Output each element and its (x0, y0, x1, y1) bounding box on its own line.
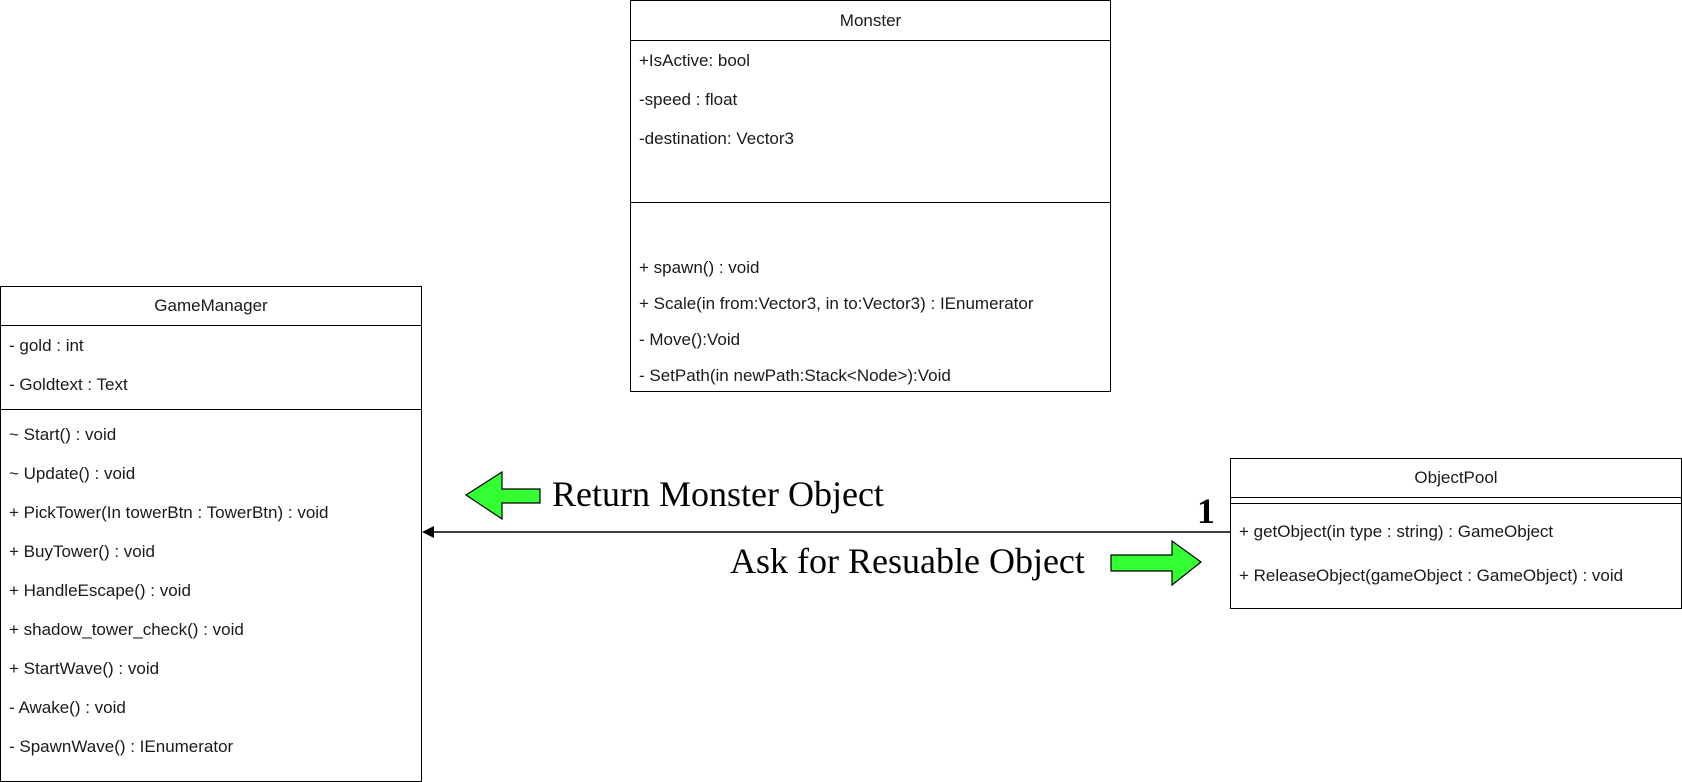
operation-row: ~ Update() : void (9, 464, 136, 483)
monster-class[interactable] (630, 0, 1111, 392)
operation-row: - SpawnWave() : IEnumerator (9, 737, 234, 756)
gamemanager-operations (1, 410, 421, 766)
monster-operations (631, 203, 1110, 394)
objectpool-operations (1231, 504, 1681, 600)
attribute-row: - Goldtext : Text (9, 375, 128, 394)
operation-row: - Move():Void (639, 330, 741, 349)
gamemanager-class[interactable] (0, 286, 422, 782)
operation-row: + spawn() : void (639, 258, 760, 277)
return-monster-label: Return Monster Object (552, 474, 884, 514)
ask-arrow-icon (1111, 541, 1201, 585)
operation-row: + StartWave() : void (9, 659, 160, 678)
operation-row: - Awake() : void (9, 698, 126, 717)
operation-row: + shadow_tower_check() : void (9, 620, 244, 639)
association-arrowhead (422, 526, 434, 538)
attribute-row: -speed : float (639, 90, 738, 109)
return-arrow-icon (466, 472, 540, 519)
operation-row: + BuyTower() : void (9, 542, 155, 561)
attribute-row: - gold : int (9, 336, 84, 355)
gamemanager-attributes (1, 326, 421, 410)
attribute-row: -destination: Vector3 (639, 129, 794, 148)
objectpool-class[interactable] (1230, 458, 1682, 609)
multiplicity-label: 1 (1197, 491, 1215, 531)
operation-row: + ReleaseObject(gameObject : GameObject) : void (1239, 566, 1624, 585)
monster-class-name: Monster (631, 1, 1110, 41)
operation-row: + getObject(in type : string) : GameObject (1239, 522, 1554, 541)
monster-attributes (631, 41, 1110, 203)
ask-reusable-label: Ask for Resuable Object (730, 541, 1085, 581)
attribute-row: +IsActive: bool (639, 51, 751, 70)
operation-row: + Scale(in from:Vector3, in to:Vector3) : IEnumerator (639, 294, 1034, 313)
operation-row: + HandleEscape() : void (9, 581, 191, 600)
gamemanager-class-name: GameManager (1, 287, 421, 326)
operation-row: + PickTower(In towerBtn : TowerBtn) : void (9, 503, 329, 522)
operation-row: ~ Start() : void (9, 425, 117, 444)
operation-row: - SetPath(in newPath:Stack<Node>):Void (639, 366, 951, 385)
objectpool-class-name: ObjectPool (1231, 459, 1681, 498)
